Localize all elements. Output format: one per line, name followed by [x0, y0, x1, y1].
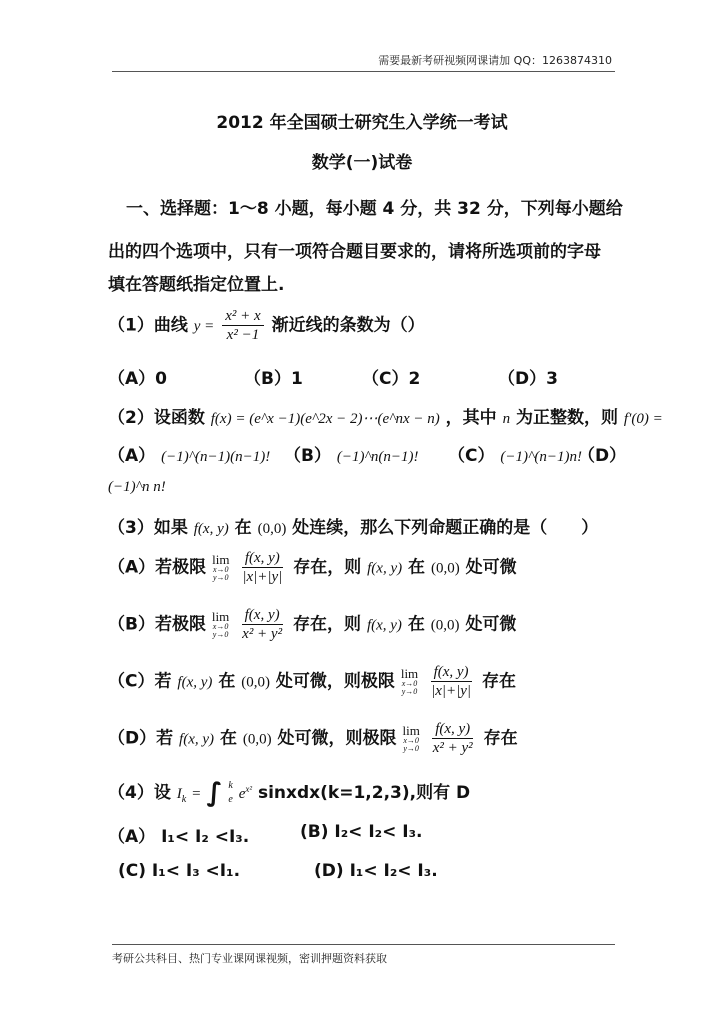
q1-option-a: （A）0 — [108, 369, 167, 389]
q3-d-lim-sub2: y→0 — [403, 744, 419, 753]
q3-c-den: |x|+|y| — [431, 683, 472, 699]
q4-option-a: （A） I₁< I₂ <I₃. — [108, 827, 250, 847]
q4-integrand — [239, 786, 252, 802]
q4-exp: x² — [245, 784, 253, 794]
q2-option-a-value: (−1)^(n−1)(n−1)! — [161, 449, 271, 465]
q3-b-lim-sub2: y→0 — [212, 630, 229, 639]
q3-b-label: （B）若极限 — [108, 614, 206, 635]
q4-e: e — [238, 786, 246, 802]
q2-mid2: 为正整数，则 — [516, 408, 618, 428]
exam-title: 2012 年全国硕士研究生入学统一考试 — [216, 113, 508, 133]
q1-option-d: （D）3 — [498, 369, 558, 389]
q4-lower: e — [228, 794, 233, 805]
q1-option-c: （C）2 — [362, 369, 421, 389]
q4-k-sub: k — [181, 794, 187, 805]
q2-option-d-value: (−1)^n n! — [108, 479, 166, 495]
q3-rest: 处连续，那么下列命题正确的是（ ） — [292, 518, 599, 538]
q3-point: (0,0) — [257, 521, 287, 537]
question-4 — [108, 778, 470, 808]
q2-option-c-label: （C） — [448, 446, 495, 466]
q2-option-a — [108, 441, 270, 466]
q3-option-a — [108, 550, 517, 585]
q2-mid: ，其中 — [445, 408, 497, 428]
q3-d-num: f(x, y) — [432, 721, 473, 739]
section-intro-line1: 一、选择题：1～8 小题，每小题 4 分，共 32 分，下列每小题给 — [126, 199, 623, 219]
integral-sign: ∫ — [206, 778, 223, 808]
section-intro-line2: 出的四个选项中，只有一项符合题目要求的，请将所选项前的字母 — [108, 242, 601, 262]
exam-subtitle: 数学(一)试卷 — [311, 153, 413, 173]
question-1 — [108, 308, 425, 343]
q3-c-mid: 处可微，则极限 — [275, 671, 395, 692]
q3-a-lim — [212, 553, 229, 582]
q1-option-b: （B）1 — [244, 369, 303, 389]
q4-option-c: (C) I₁< I₃ <I₁. — [118, 861, 241, 881]
q3-a-label: （A）若极限 — [108, 557, 207, 578]
q2-option-d-label: （D） — [578, 446, 627, 466]
q3-option-d — [108, 721, 518, 756]
q3-b-fraction — [239, 607, 285, 642]
q1-y-eq: y = — [193, 318, 215, 335]
q3-d-lim-sub1: x→0 — [403, 736, 419, 745]
q3-d-label: （D）若 — [108, 728, 174, 749]
q3-a-end: 处可微 — [465, 557, 517, 578]
q3-c-point: (0,0) — [241, 674, 270, 691]
q3-a-lim-sub1: x→0 — [212, 565, 229, 574]
q3-b-num: f(x, y) — [242, 607, 283, 625]
q4-rest: sinxdx(k=1,2,3),则有 D — [257, 783, 471, 803]
q2-option-b-label: （B） — [284, 446, 331, 466]
q3-d-lim-word: lim — [402, 723, 420, 738]
q2-option-c-value: (−1)^(n−1)n! — [500, 449, 582, 465]
q3-c-lim-word: lim — [400, 666, 419, 681]
q3-c-lim — [401, 667, 418, 696]
header-divider — [112, 71, 615, 72]
q3-d-fxy: f(x, y) — [179, 731, 215, 748]
q3-zai: 在 — [234, 518, 252, 538]
q3-a-fraction — [239, 550, 285, 585]
q3-b-point: (0,0) — [430, 617, 460, 634]
header-note: 需要最新考研视频网课请加 QQ：1263874310 — [378, 54, 612, 67]
q3-d-zai: 在 — [219, 728, 237, 749]
q1-numerator: x² + x — [222, 308, 263, 326]
q2-tail: f′(0) = — [623, 411, 663, 427]
q3-d-lim — [402, 724, 419, 753]
q3-c-lim-sub2: y→0 — [401, 687, 418, 696]
q3-b-den: x² + y² — [242, 626, 283, 642]
q3-c-zai: 在 — [218, 671, 236, 692]
q3-a-den: |x|+|y| — [242, 569, 283, 585]
q3-c-fraction — [428, 664, 474, 699]
q2-option-b-value: (−1)^n(n−1)! — [336, 449, 419, 465]
q3-c-label: （C）若 — [108, 671, 172, 692]
q3-a-num: f(x, y) — [242, 550, 283, 568]
q3-d-den: x² + y² — [432, 740, 473, 756]
q3-a-fxy: f(x, y) — [367, 560, 403, 577]
footer-note: 考研公共科目、热门专业课网课视频，密训押题资料获取 — [112, 952, 387, 965]
q3-b-lim-sub1: x→0 — [212, 622, 229, 631]
q1-label: （1）曲线 — [108, 315, 188, 336]
q3-b-end: 处可微 — [465, 614, 517, 635]
question-3 — [108, 513, 598, 538]
q3-b-fxy: f(x, y) — [366, 617, 402, 634]
q4-upper: k — [228, 780, 233, 791]
q3-d-fraction — [430, 721, 476, 756]
q3-a-lim-sub2: y→0 — [212, 573, 229, 582]
q3-d-end: 存在 — [483, 728, 518, 749]
q3-fxy: f(x, y) — [193, 521, 229, 537]
q3-d-mid: 处可微，则极限 — [277, 728, 397, 749]
q2-n: n — [502, 411, 511, 427]
q2-formula: f(x) = (e^x −1)(e^2x − 2)⋯(e^nx − n) — [210, 411, 440, 427]
q4-label: （4）设 — [108, 783, 171, 803]
q3-a-zai: 在 — [408, 557, 426, 578]
q4-ik — [176, 786, 187, 805]
q3-d-point: (0,0) — [242, 731, 272, 748]
q2-option-c — [448, 441, 582, 466]
q4-eq: = — [192, 786, 201, 802]
q4-option-b: (B) I₂< I₂< I₃. — [300, 822, 423, 842]
q3-c-lim-sub1: x→0 — [401, 679, 418, 688]
question-2 — [108, 403, 663, 428]
q3-option-c — [108, 664, 516, 699]
q3-a-mid: 存在，则 — [293, 557, 362, 578]
q3-b-mid: 存在，则 — [293, 614, 362, 635]
q2-option-a-label: （A） — [108, 446, 156, 466]
q3-c-end: 存在 — [481, 671, 516, 692]
q3-a-lim-word: lim — [212, 552, 230, 567]
q3-b-zai: 在 — [407, 614, 425, 635]
q2-label: （2）设函数 — [108, 408, 205, 428]
q2-option-b — [284, 441, 418, 466]
q3-c-num: f(x, y) — [431, 664, 472, 682]
q4-limits — [228, 779, 232, 807]
q4-i: I — [176, 786, 182, 802]
q1-denominator: x² −1 — [226, 327, 260, 343]
section-intro-line3: 填在答题纸指定位置上. — [108, 275, 285, 295]
q1-rest: 渐近线的条数为（） — [271, 315, 425, 336]
q4-option-d: (D) I₁< I₂< I₃. — [314, 861, 438, 881]
q3-b-lim-word: lim — [211, 609, 230, 624]
q1-fraction — [222, 308, 263, 343]
q3-b-lim — [212, 610, 229, 639]
q2-option-d — [108, 476, 166, 496]
footer-divider — [112, 944, 615, 945]
q3-option-b — [108, 607, 516, 642]
q3-a-point: (0,0) — [430, 560, 460, 577]
q3-label: （3）如果 — [108, 518, 188, 538]
q3-c-fxy: f(x, y) — [177, 674, 213, 691]
